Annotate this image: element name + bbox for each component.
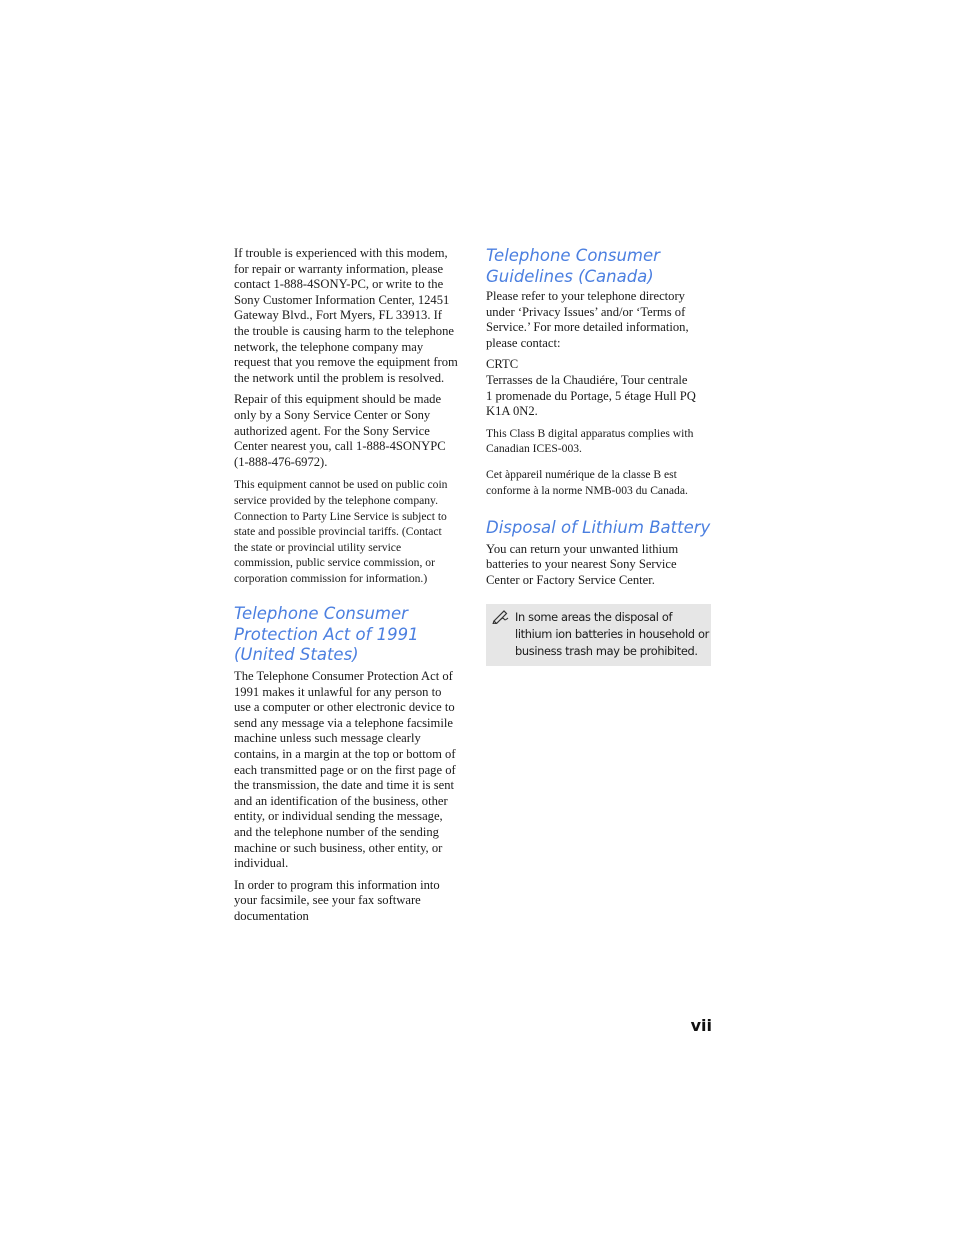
- note-box: [486, 604, 711, 666]
- privacy-paragraph: Please refer to your telephone directory under ‘Privacy Issues’ and/or ‘Terms of Service.’ For more detailed information, please contact:: [486, 289, 689, 350]
- battery-return-paragraph: You can return your unwanted lithium batteries to your nearest Sony Service Center or Factory Service Center.: [486, 541, 679, 587]
- note-text: In some areas the disposal of lithium ion batteries in household or business trash may be prohibited.: [515, 610, 709, 658]
- address-line: Terrasses de la Chaudiére, Tour centrale: [486, 372, 688, 387]
- right-column: [486, 246, 712, 588]
- address-line: 1 promenade du Portage, 5 étage Hull PQ: [486, 388, 696, 403]
- address-line: CRTC: [486, 357, 519, 372]
- repair-paragraph: Repair of this equipment should be made only by a Sony Service Center or Sony authorized agent. For the Sony Service Center nearest you, call 1-888-4SONYPC (1-888-476-6972).: [234, 392, 446, 469]
- address-line: K1A 0N2.: [486, 404, 538, 419]
- pencil-note-icon: [492, 608, 510, 624]
- page-number: vii: [690, 1016, 712, 1035]
- crtc-address: [486, 357, 712, 419]
- tcpa-heading: Telephone Consumer Protection Act of 1991 (United States): [234, 604, 419, 665]
- left-column: [234, 246, 458, 924]
- canada-guidelines-heading: Telephone Consumer Guidelines (Canada): [486, 246, 660, 286]
- ices-paragraph: This Class B digital apparatus complies with Canadian ICES-003.: [486, 426, 694, 456]
- modem-trouble-paragraph: If trouble is experienced with this modem, for repair or warranty information, please contact 1-888-4SONY-PC, or write to the Sony Customer Information Center, 12451 Gateway Blvd., Fort Myers, FL 33913. If the trouble is causing harm to the telephone network, the telephone company may request that you remove the equipment from the network until the problem is resolved.: [234, 246, 458, 385]
- coin-service-paragraph: This equipment cannot be used on public coin service provided by the telephone company. Connection to Party Line Service is subject to state and possible provincial tariffs. (Contact the state or provincial utility service commission, public service commission, or corporation commission for information.): [234, 478, 448, 585]
- nmb-paragraph: Cet àppareil numérique de la classe B est conforme à la norme NMB-003 du Canada.: [486, 467, 688, 497]
- tcpa-paragraph: The Telephone Consumer Protection Act of 1991 makes it unlawful for any person to use a computer or other electronic device to send any message via a telephone facsimile machine unless such message clearly contains, in a margin at the top or bottom of each transmitted page or on the first page of the transmission, the date and time it is sent and an identification of the business, other entity, or individual sending the message, and the telephone number of the sending machine or such business, other entity, or individual.: [234, 668, 456, 871]
- fax-program-paragraph: In order to program this information into your facsimile, see your fax software documentation: [234, 877, 440, 923]
- lithium-battery-heading: Disposal of Lithium Battery: [486, 518, 711, 538]
